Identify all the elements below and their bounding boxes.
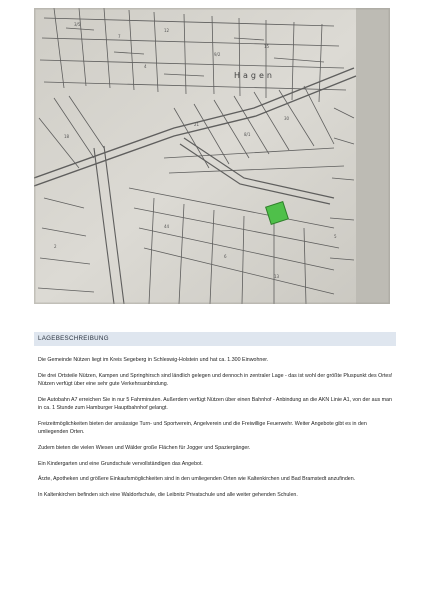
paragraph: Ein Kindergarten und eine Grundschule vervollständigen das Angebot.: [38, 460, 203, 467]
svg-text:30: 30: [284, 116, 290, 121]
svg-text:15: 15: [264, 44, 270, 49]
svg-text:21: 21: [194, 122, 200, 127]
svg-text:7: 7: [118, 34, 121, 39]
svg-text:13: 13: [274, 274, 280, 279]
map-place-label: Hagen: [234, 71, 275, 80]
svg-text:9/2: 9/2: [214, 52, 221, 57]
paragraph: In Kaltenkirchen befinden sich eine Waldorfschule, die Leibnitz Privatschule und alle weiter gehenden Schulen.: [38, 492, 298, 499]
cadastral-map-drawing: [34, 8, 390, 304]
paragraph: Die Gemeinde Nützen liegt im Kreis Segeberg in Schleswig-Holstein und hat ca. 1.300 Einwohner.: [38, 357, 269, 363]
svg-text:2: 2: [54, 244, 57, 249]
paragraph: Freizeitmöglichkeiten bieten der ansässige Turn- und Sportverein, Angelverein und die Freiwillige Feuerwehr. Weiter Angebote gibt es in den umliegenden Orten.: [38, 420, 367, 435]
svg-text:3/5: 3/5: [74, 22, 81, 27]
svg-text:4: 4: [144, 64, 147, 69]
paragraph: Zudem bieten die vielen Wiesen und Wälder große Flächen für Jogger und Spaziergänger.: [38, 444, 251, 451]
description-text: [38, 356, 394, 507]
svg-text:18: 18: [64, 134, 70, 139]
svg-text:5: 5: [334, 234, 337, 239]
svg-text:44: 44: [164, 224, 170, 229]
svg-text:12: 12: [164, 28, 170, 33]
paragraph: Die drei Ortsteile Nützen, Kampen und Springhirsch sind ländlich gelegen und dennoch in zentraler Lage - das ist wohl der größte Pluspunkt des Ortes! Nützen verfügt über eine sehr gute Verkehrsanbindung.: [38, 372, 393, 387]
svg-text:6: 6: [224, 254, 227, 259]
paragraph: Ärzte, Apotheken und größere Einkaufsmöglichkeiten sind in den umliegenden Orten wie Kaltenkirchen und Bad Bramstedt anzufinden.: [38, 476, 356, 483]
paragraph: Die Autobahn A7 erreichen Sie in nur 5 Fahrminuten. Außerdem verfügt Nützen über einen Bahnhof - Anbindung an die AKN Linie A1, von der aus man in ca. 1 Stunde zum Hamburger Hauptbahnhof gelangt.: [38, 396, 392, 411]
section-header: LAGEBESCHREIBUNG: [34, 332, 396, 346]
cadastral-map-photo: [34, 8, 390, 304]
svg-text:8/1: 8/1: [244, 132, 251, 137]
